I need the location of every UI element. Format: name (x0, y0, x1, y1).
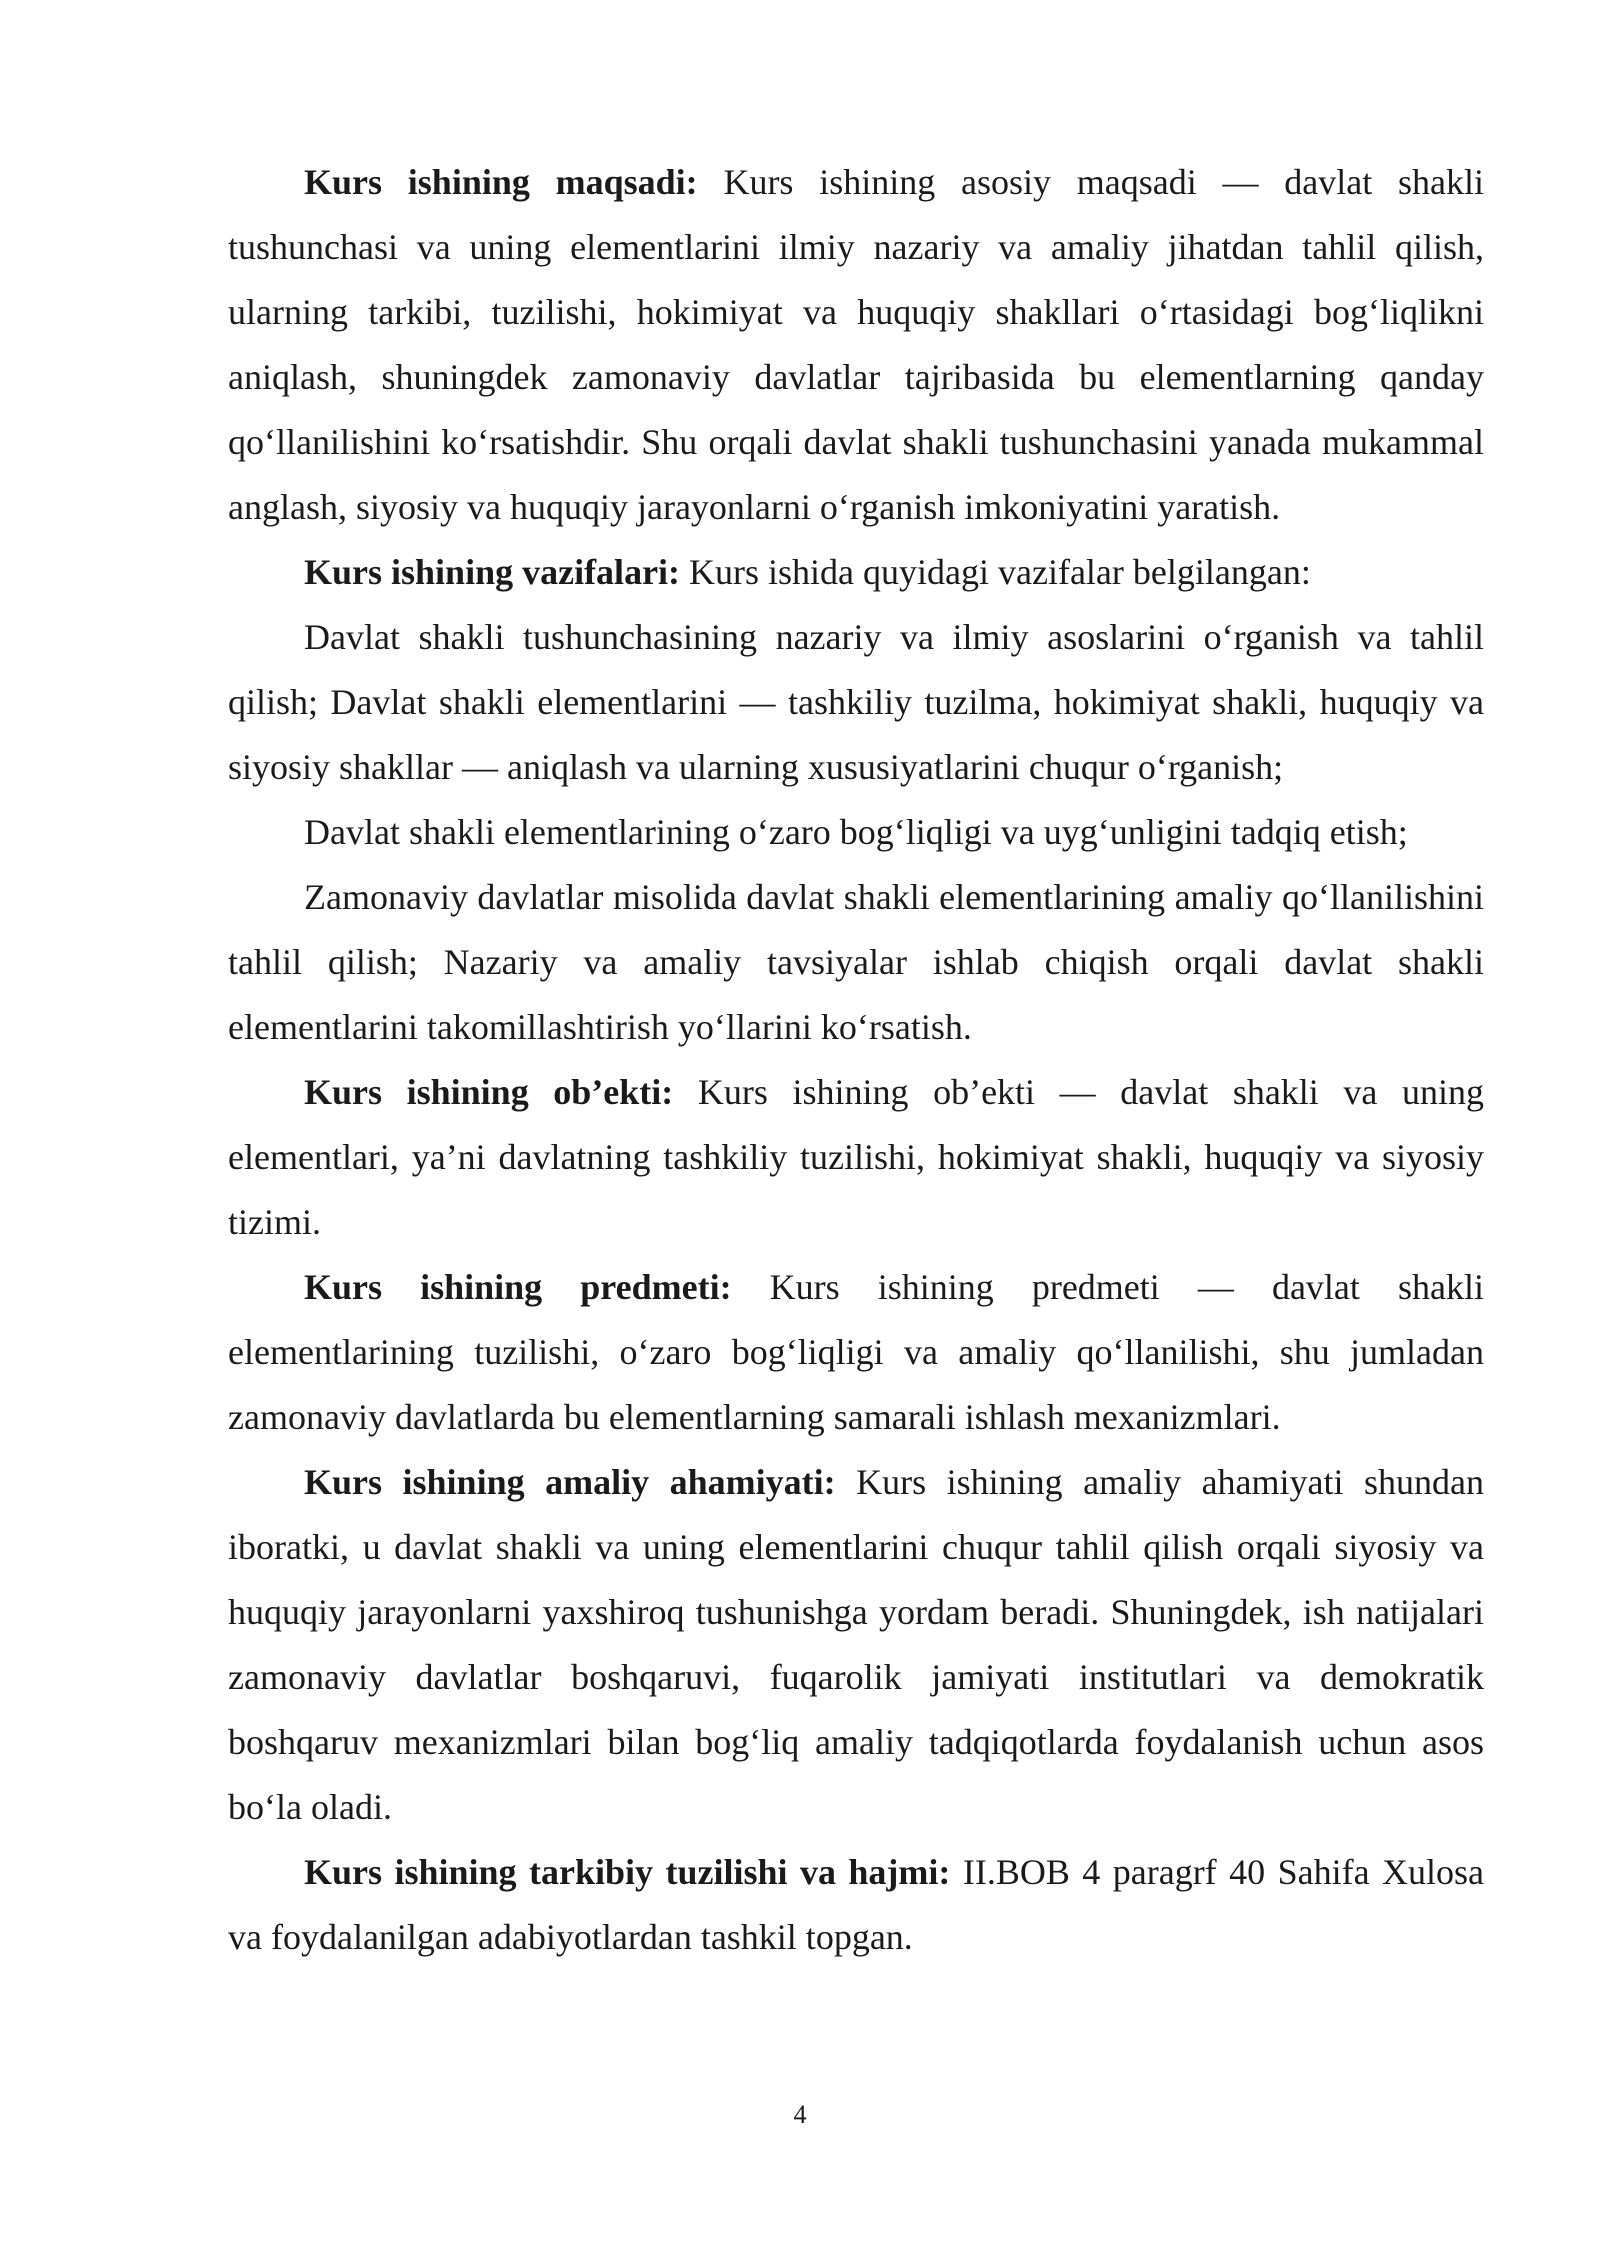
paragraph-maqsadi (228, 150, 1484, 540)
paragraph-text: Kurs ishida quyidagi vazifalar belgilangan: (680, 552, 1311, 592)
paragraph-amaliy-ahamiyati (228, 1450, 1484, 1840)
document-page (228, 150, 1484, 1970)
paragraph-vazifalari (228, 540, 1484, 605)
paragraph-predmeti (228, 1255, 1484, 1450)
paragraph-heading: Kurs ishining ob’ekti: (304, 1072, 674, 1112)
page-number: 4 (793, 2100, 807, 2129)
paragraph-task-1 (228, 605, 1484, 800)
paragraph-text: Davlat shakli tushunchasining nazariy va ilmiy asoslarini o‘rganish va tahlil qilish; Davlat shakli elementlarini — tashkiliy tuzilma, hokimiyat shakli, huquqiy va siyosiy shakllar — aniqlash va ularning xususiyatlarini chuqur o‘rganish; (228, 617, 1484, 787)
paragraph-text: Kurs ishining ob’ekti — davlat shakli va uning elementlari, ya’ni davlatning tashkiliy tuzilishi, hokimiyat shakli, huquqiy va siyosiy tizimi. (228, 1072, 1484, 1242)
paragraph-text: Davlat shakli elementlarining o‘zaro bog‘liqligi va uyg‘unligini tadqiq etish; (304, 812, 1408, 852)
paragraph-heading: Kurs ishining amaliy ahamiyati: (304, 1462, 836, 1502)
paragraph-text: Kurs ishining asosiy maqsadi — davlat shakli tushunchasi va uning elementlarini ilmiy nazariy va amaliy jihatdan tahlil qilish, ularning tarkibi, tuzilishi, hokimiyat va huquqiy shakllari o‘rtasidagi bog‘liqlikni aniqlash, shuningdek zamonaviy davlatlar tajribasida bu elementlarning qanday qo‘llanilishini ko‘rsatishdir. Shu orqali davlat shakli tushunchasini yanada mukammal anglash, siyosiy va huquqiy jarayonlarni o‘rganish imkoniyatini yaratish. (228, 162, 1485, 527)
paragraph-heading: Kurs ishining tarkibiy tuzilishi va hajmi: (304, 1852, 951, 1892)
paragraph-text: Zamonaviy davlatlar misolida davlat shakli elementlarining amaliy qo‘llanilishini tahlil qilish; Nazariy va amaliy tavsiyalar ishlab chiqish orqali davlat shakli elementlarini takomillashtirish yo‘llarini ko‘rsatish. (228, 877, 1484, 1047)
paragraph-heading: Kurs ishining predmeti: (304, 1267, 732, 1307)
paragraph-obekti (228, 1060, 1484, 1255)
paragraph-text: Kurs ishining amaliy ahamiyati shundan iboratki, u davlat shakli va uning elementlarini chuqur tahlil qilish orqali siyosiy va huquqiy jarayonlarni yaxshiroq tushunishga yordam beradi. Shuningdek, ish natijalari zamonaviy davlatlar boshqaruvi, fuqarolik jamiyati institutlari va demokratik boshqaruv mexanizmlari bilan bog‘liq amaliy tadqiqotlarda foydalanish uchun asos bo‘la oladi. (228, 1462, 1485, 1827)
paragraph-task-3 (228, 865, 1484, 1060)
paragraph-text: Kurs ishining predmeti — davlat shakli elementlarining tuzilishi, o‘zaro bog‘liqligi va amaliy qo‘llanilishi, shu jumladan zamonaviy davlatlarda bu elementlarning samarali ishlash mexanizmlari. (228, 1267, 1484, 1437)
paragraph-heading: Kurs ishining maqsadi: (304, 162, 698, 202)
paragraph-heading: Kurs ishining vazifalari: (304, 552, 681, 592)
paragraph-task-2 (228, 800, 1484, 865)
paragraph-tarkibiy-tuzilishi (228, 1840, 1484, 1970)
paragraph-text: II.BOB 4 paragrf 40 Sahifa Xulosa va foydalanilgan adabiyotlardan tashkil topgan. (228, 1852, 1484, 1957)
